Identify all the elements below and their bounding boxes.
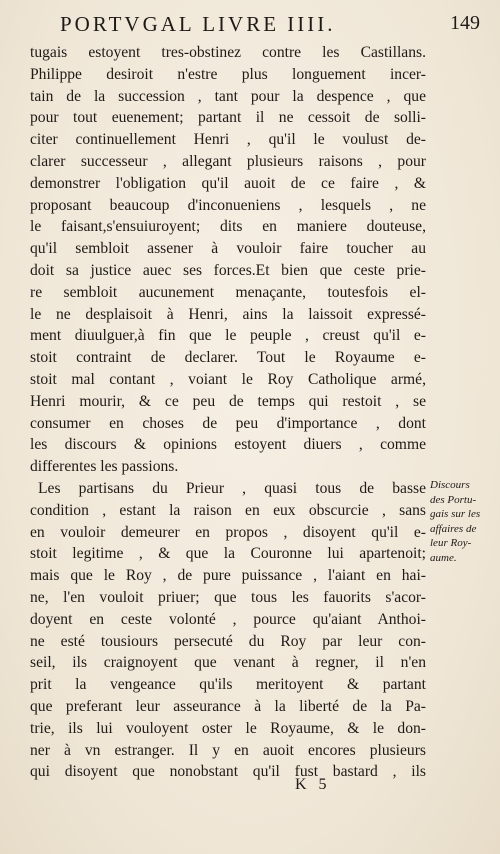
- text-line: le ne desplaisoit à Henri, ains la laissoit expressé-: [30, 305, 426, 323]
- text-line: que preferant leur asseurance à la liberté de la Pa-: [30, 697, 426, 715]
- text-line: Philippe desiroit n'estre plus longuement incer-: [30, 65, 426, 83]
- text-line: trie, ils lui vouloyent oster le Royaume, & le don-: [30, 719, 426, 737]
- text-line: les discours & opinions estoyent diuers , comme: [30, 436, 426, 454]
- margin-note: [430, 478, 496, 565]
- margin-note-line: Discours: [430, 479, 470, 491]
- text-line: stoit legitime , & que la Couronne lui apartenoit;: [30, 545, 426, 563]
- text-line: condition , estant la raison en eux obscurcie , sans: [30, 501, 426, 519]
- text-line: Henri mourir, & ce peu de temps qui restoit , se: [30, 392, 426, 410]
- page-header: [60, 10, 480, 40]
- text-line: doyent en ceste volonté , pource qu'aiant Anthoi-: [30, 610, 426, 628]
- text-line: en vouloir demeurer en propos , disoyent qu'il e-: [30, 523, 426, 541]
- page-number: 149: [450, 12, 480, 34]
- margin-note-line: aume.: [430, 551, 457, 564]
- text-line: le faisant,s'ensuiuroyent; dits en maniere douteuse,: [30, 218, 426, 236]
- text-line: proposant beaucoup d'inconueniens , lesquels , ne: [30, 196, 426, 214]
- text-line: clarer successeur , allegant plusieurs raisons , pour: [30, 152, 426, 170]
- text-line: tain de la succession , tant pour la despence , que: [30, 87, 426, 105]
- margin-note-line: affaires de: [430, 522, 477, 535]
- text-line: consumer en choses de peu d'importance , dont: [30, 414, 426, 432]
- text-line: doit sa justice auec ses forces.Et bien que ceste prie-: [30, 261, 426, 279]
- text-line: re sembloit aucunement menaçante, toutesfois el-: [30, 283, 426, 301]
- text-line: tugais estoyent tres-obstinez contre les Castillans.: [30, 44, 426, 61]
- signature-mark: K 5: [295, 776, 331, 793]
- text-line: prit la vengeance qu'ils meritoyent & partant: [30, 676, 426, 694]
- text-line: pour tout euenement; partant il ne cessoit de solli-: [30, 109, 426, 127]
- margin-note-line: des Portu-: [430, 493, 477, 506]
- margin-note-line: gais sur les: [430, 508, 481, 520]
- page-footer: [30, 776, 426, 800]
- running-title: PORTVGAL LIVRE IIII.: [60, 12, 336, 36]
- paragraph-start-line: Les partisans du Prieur , quasi tous de basse: [38, 479, 426, 497]
- text-line: qu'il sembloit assener à vouloir faire toucher au: [30, 240, 426, 258]
- text-line: ne, l'en vouloit priuer; que tous les fauorits s'acor-: [30, 588, 426, 606]
- text-line: stoit contraint de declarer. Tout le Royaume e-: [30, 349, 426, 367]
- text-line: ment diuulguer,à fin que le peuple , creust qu'il e-: [30, 327, 426, 345]
- body-text: [30, 42, 426, 783]
- text-line: citer continuellement Henri , qu'il le voulust de-: [30, 131, 426, 149]
- text-line: mais que le Roy , de pure puissance , l'aiant en hai-: [30, 567, 426, 585]
- paragraph-end-line: differentes les passions.: [30, 458, 179, 476]
- text-line: ner à vn estranger. Il y en auoit encores plusieurs: [30, 741, 426, 759]
- text-line: ne esté tousiours persecuté du Roy par leur con-: [30, 632, 426, 650]
- text-line: seil, ils craignoyent que venant à regner, il n'en: [30, 654, 426, 672]
- text-line: demonstrer l'obligation qu'il auoit de ce faire , &: [30, 174, 426, 192]
- margin-note-line: leur Roy-: [430, 537, 472, 549]
- text-line: qui disoyent que nonobstant qu'il fust bastard , ils: [30, 763, 426, 781]
- text-line: stoit mal contant , voiant le Roy Catholique armé,: [30, 370, 426, 388]
